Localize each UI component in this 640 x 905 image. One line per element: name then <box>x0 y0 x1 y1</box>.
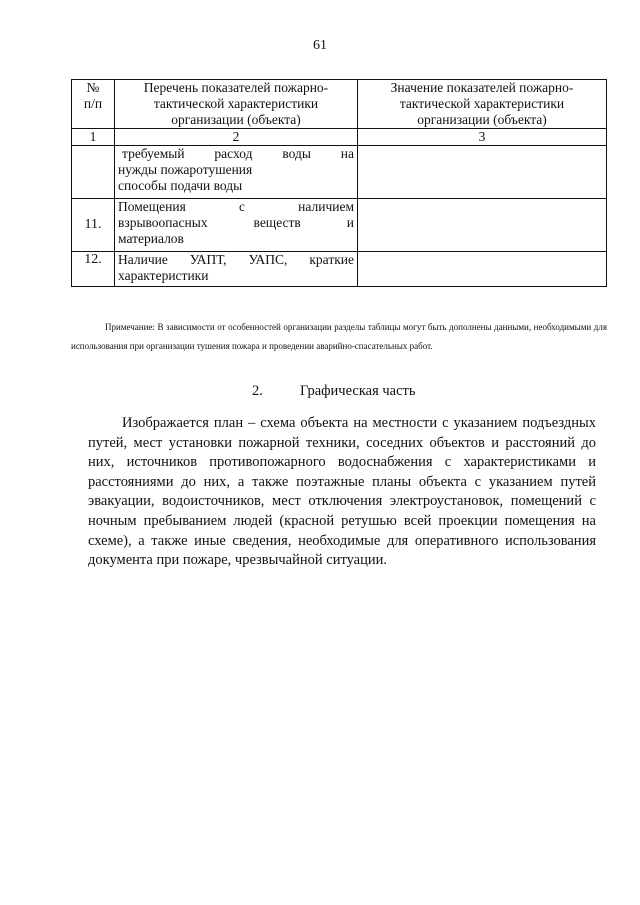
row-name-line: взрывоопасных веществ и <box>118 215 354 230</box>
header-value-line: организации (объекта) <box>417 112 547 127</box>
header-value-line: тактической характеристики <box>399 96 565 111</box>
row-value-cell <box>358 199 607 252</box>
row-name-line: нужды пожаротушения <box>118 162 253 177</box>
row-value-cell <box>358 146 607 199</box>
row-name-cell <box>115 252 358 287</box>
header-value-line: Значение показателей пожарно- <box>390 80 574 95</box>
table-index-row <box>72 129 607 146</box>
header-value-cell <box>358 80 607 129</box>
table-row <box>72 146 607 199</box>
header-num-line: п/п <box>83 96 103 111</box>
row-number: 12. <box>72 252 115 287</box>
header-name-line: Перечень показателей пожарно- <box>143 80 329 95</box>
indicators-table <box>71 79 607 287</box>
header-num-line: № <box>86 80 100 95</box>
header-name-cell <box>115 80 358 129</box>
table-row <box>72 252 607 287</box>
header-num-cell <box>72 80 115 129</box>
index-cell: 3 <box>358 129 607 146</box>
index-cell: 2 <box>115 129 358 146</box>
index-cell: 1 <box>72 129 115 146</box>
row-name-line: характеристики <box>118 268 209 283</box>
table-note: Примечание: В зависимости от особенностей организации разделы таблицы могут быть дополнены данными, необходимыми для использования при организации тушения пожара и проведении аварийно-спасательных работ. <box>71 322 607 351</box>
row-name-line: способы подачи воды <box>118 178 243 193</box>
section-number: 2. <box>252 383 263 399</box>
row-value-cell <box>358 252 607 287</box>
row-name-line: Наличие УАПТ, УАПС, краткие <box>118 252 354 267</box>
section-title: Графическая часть <box>300 383 416 399</box>
row-name-line: требуемый расход воды на <box>122 146 354 161</box>
row-name-line: Помещения с наличием <box>118 199 354 214</box>
table-header-row <box>72 80 607 129</box>
body-paragraph: Изображается план – схема объекта на местности с указанием подъездных путей, мест установки пожарной техники, соседних объектов и расстояний до них, источников противопожарного водоснабжения с характеристиками и расстояниями до них, а также поэтажные планы объекта с указанием путей эвакуации, водоисточников, мест отключения электроустановок, помещений с ночным пребыванием людей (красной ретушью всей проекции помещения на схеме), а также иные сведения, необходимые для оперативного использования документа при пожаре, чрезвычайной ситуации. <box>88 415 596 569</box>
table-row <box>72 199 607 252</box>
row-number <box>72 146 115 199</box>
header-name-line: организации (объекта) <box>171 112 301 127</box>
header-name-line: тактической характеристики <box>153 96 319 111</box>
row-name-cell <box>115 146 358 199</box>
row-name-line: материалов <box>118 231 184 246</box>
row-name-cell <box>115 199 358 252</box>
row-number: 11. <box>72 199 115 252</box>
page-number: 61 <box>313 38 327 53</box>
